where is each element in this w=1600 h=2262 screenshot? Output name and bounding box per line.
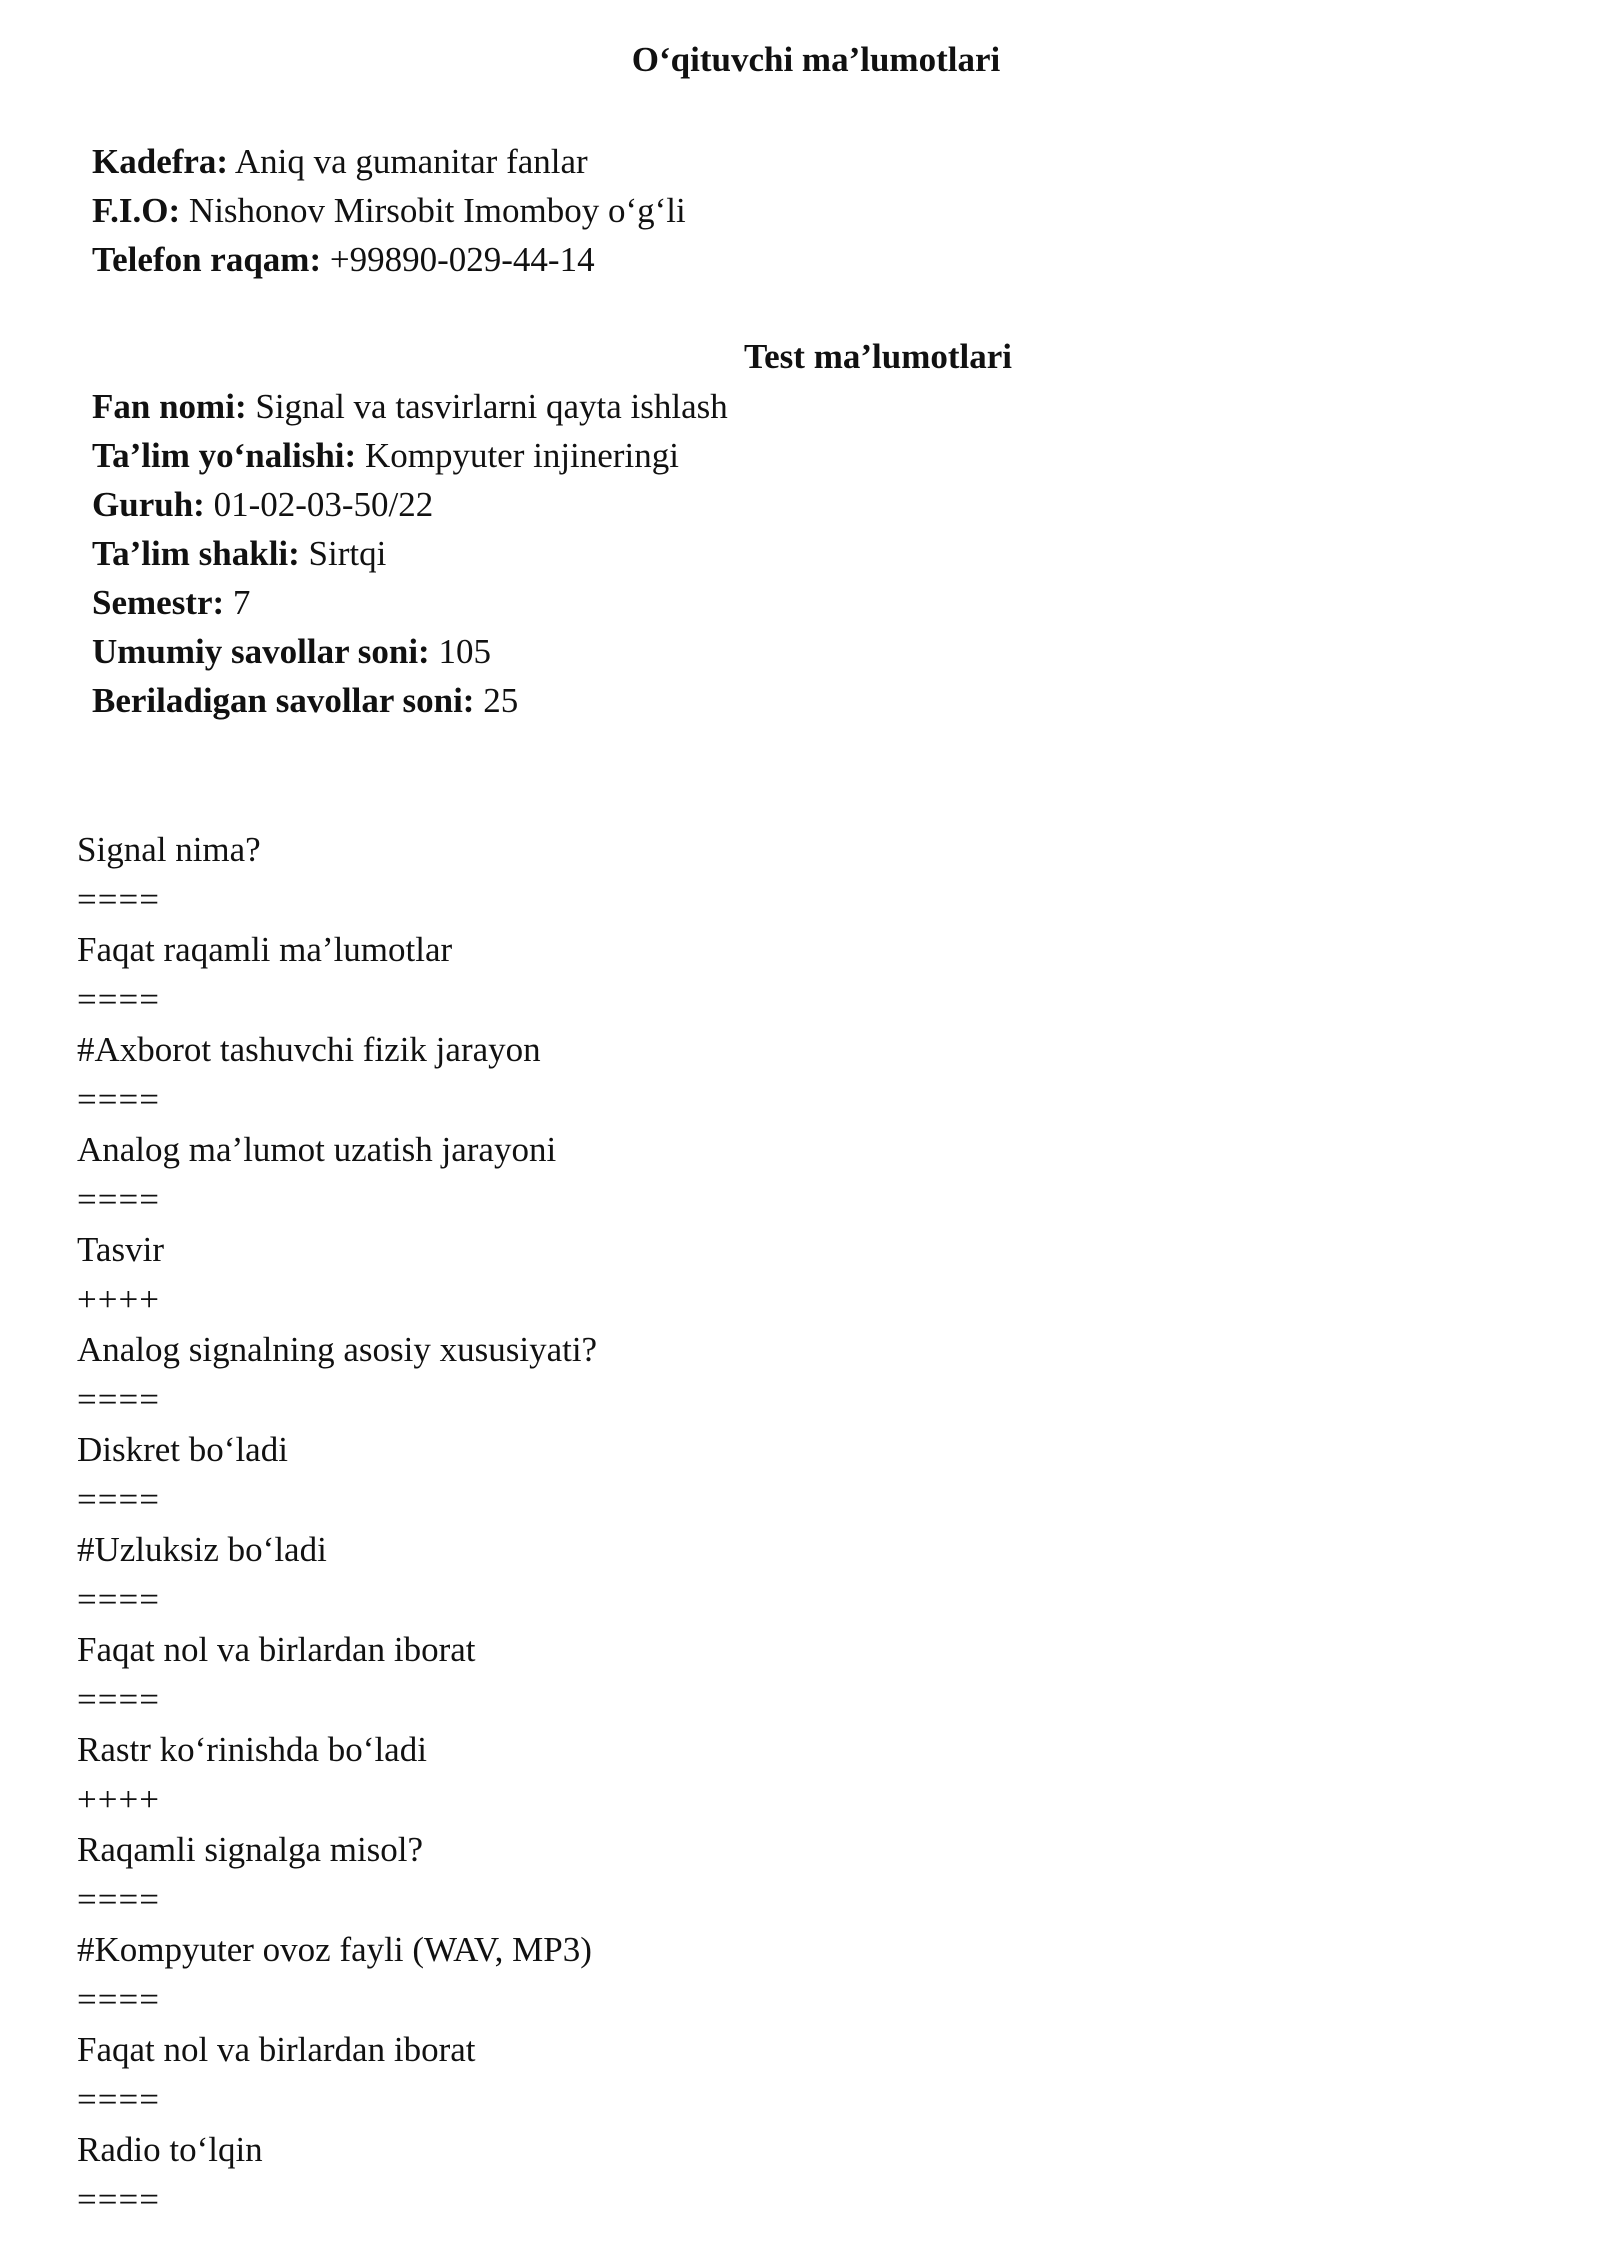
correct-answer-option: #Axborot tashuvchi fizik jarayon: [77, 1030, 541, 1069]
field-label: F.I.O:: [92, 191, 181, 230]
subject-row: [92, 382, 728, 431]
answer-option: Tasvir: [77, 1230, 164, 1269]
field-label: Fan nomi:: [92, 387, 247, 426]
field-value: Sirtqi: [299, 534, 387, 573]
option-separator: ====: [77, 1080, 160, 1119]
given-questions-row: [92, 676, 728, 725]
field-label: Telefon raqam:: [92, 240, 322, 279]
teacher-section-title: O‘qituvchi ma’lumotlari: [631, 40, 1001, 79]
semester-row: [92, 578, 728, 627]
option-separator: ====: [77, 1980, 160, 2019]
field-label: Ta’lim yo‘nalishi:: [92, 436, 357, 475]
question-separator: ++++: [77, 1280, 160, 1319]
field-label: Kadefra:: [92, 142, 229, 181]
question-text: Raqamli signalga misol?: [77, 1830, 424, 1869]
field-value: +99890-029-44-14: [321, 240, 595, 279]
field-value: Signal va tasvirlarni qayta ishlash: [246, 387, 728, 426]
test-section-title: Test ma’lumotlari: [744, 337, 1012, 376]
field-label: Beriladigan savollar soni:: [92, 681, 475, 720]
option-separator: ====: [77, 1880, 160, 1919]
field-value: Nishonov Mirsobit Imomboy o‘g‘li: [180, 191, 686, 230]
correct-answer-option: #Kompyuter ovoz fayli (WAV, MP3): [77, 1930, 592, 1969]
question-text: Analog signalning asosiy xususiyati?: [77, 1330, 598, 1369]
field-value: Aniq va gumanitar fanlar: [228, 142, 588, 181]
answer-option: Diskret bo‘ladi: [77, 1430, 288, 1469]
question-text: Signal nima?: [77, 830, 261, 869]
field-label: Guruh:: [92, 485, 205, 524]
question-answer-list: [77, 825, 597, 2225]
field-value: Kompyuter injineringi: [356, 436, 679, 475]
option-separator: ====: [77, 1380, 160, 1419]
answer-option: Analog ma’lumot uzatish jarayoni: [77, 1130, 557, 1169]
option-separator: ====: [77, 2080, 160, 2119]
field-value: 01-02-03-50/22: [204, 485, 434, 524]
field-label: Ta’lim shakli:: [92, 534, 300, 573]
answer-option: Faqat raqamli ma’lumotlar: [77, 930, 453, 969]
field-value: 105: [429, 632, 491, 671]
phone-row: [92, 235, 686, 284]
teacher-info-block: [92, 137, 686, 284]
field-label: Semestr:: [92, 583, 225, 622]
option-separator: ====: [77, 1580, 160, 1619]
study-form-row: [92, 529, 728, 578]
option-separator: ====: [77, 880, 160, 919]
option-separator: ====: [77, 2180, 160, 2219]
answer-option: Faqat nol va birlardan iborat: [77, 2030, 476, 2069]
study-direction-row: [92, 431, 728, 480]
option-separator: ====: [77, 980, 160, 1019]
correct-answer-option: #Uzluksiz bo‘ladi: [77, 1530, 327, 1569]
department-row: [92, 137, 686, 186]
group-row: [92, 480, 728, 529]
field-value: 25: [474, 681, 519, 720]
option-separator: ====: [77, 1180, 160, 1219]
answer-option: Faqat nol va birlardan iborat: [77, 1630, 476, 1669]
field-value: 7: [224, 583, 251, 622]
test-info-block: [92, 382, 728, 725]
field-label: Umumiy savollar soni:: [92, 632, 430, 671]
total-questions-row: [92, 627, 728, 676]
option-separator: ====: [77, 1680, 160, 1719]
question-separator: ++++: [77, 1780, 160, 1819]
answer-option: Rastr ko‘rinishda bo‘ladi: [77, 1730, 427, 1769]
answer-option: Radio to‘lqin: [77, 2130, 263, 2169]
option-separator: ====: [77, 1480, 160, 1519]
full-name-row: [92, 186, 686, 235]
